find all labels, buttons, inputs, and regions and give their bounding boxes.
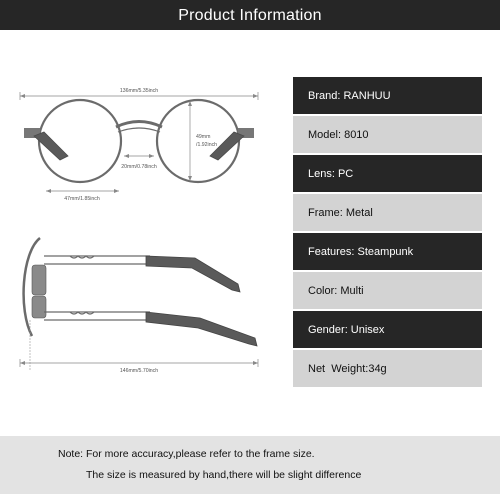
note-panel	[0, 436, 500, 494]
spec-row-lens	[293, 155, 482, 192]
spec-text: Lens: PC	[308, 167, 354, 180]
spec-text: Net Weight:34g	[308, 362, 387, 375]
lens-height-inch-label: /1.92inch	[196, 142, 218, 148]
spec-row-brand	[293, 77, 482, 114]
temple-length-dimension	[20, 359, 258, 374]
lens-height-dimension	[188, 101, 217, 181]
spec-text: Features: Steampunk	[308, 245, 414, 258]
note-line-1: Note: For more accuracy,please refer to the frame size.	[58, 448, 315, 460]
side-view-glasses	[24, 238, 257, 370]
spec-row-color	[293, 272, 482, 309]
spec-row-frame	[293, 194, 482, 231]
bridge-label: 20mm/0.78inch	[121, 164, 157, 170]
bridge-dimension	[121, 154, 157, 170]
spec-row-gender	[293, 311, 482, 348]
spec-row-features	[293, 233, 482, 270]
spec-text: Gender: Unisex	[308, 323, 385, 336]
note-line-2: The size is measured by hand,there will be slight difference	[86, 469, 362, 481]
bridge	[116, 122, 162, 128]
page-title: Product Information	[178, 7, 322, 24]
side-hinge-top	[32, 265, 46, 295]
total-width-label: 136mm/5.35inch	[119, 88, 159, 94]
temple-length-label: 146mm/5.70inch	[119, 368, 159, 374]
lens-width-label: 47mm/1.85inch	[64, 196, 100, 202]
side-temple-top	[146, 256, 240, 292]
spec-row-weight	[293, 350, 482, 387]
lens-width-dimension	[46, 189, 119, 202]
lens-height-label: 49mm	[196, 134, 211, 140]
side-hinge-bottom	[32, 296, 46, 318]
side-temple-bottom	[146, 312, 257, 346]
spec-list	[293, 77, 482, 389]
spec-text: Model: 8010	[308, 128, 369, 141]
spec-row-model	[293, 116, 482, 153]
spec-text: Brand: RANHUU	[308, 89, 391, 102]
total-width-dimension	[20, 88, 258, 100]
spec-text: Frame: Metal	[308, 206, 373, 219]
spec-text: Color: Multi	[308, 284, 364, 297]
